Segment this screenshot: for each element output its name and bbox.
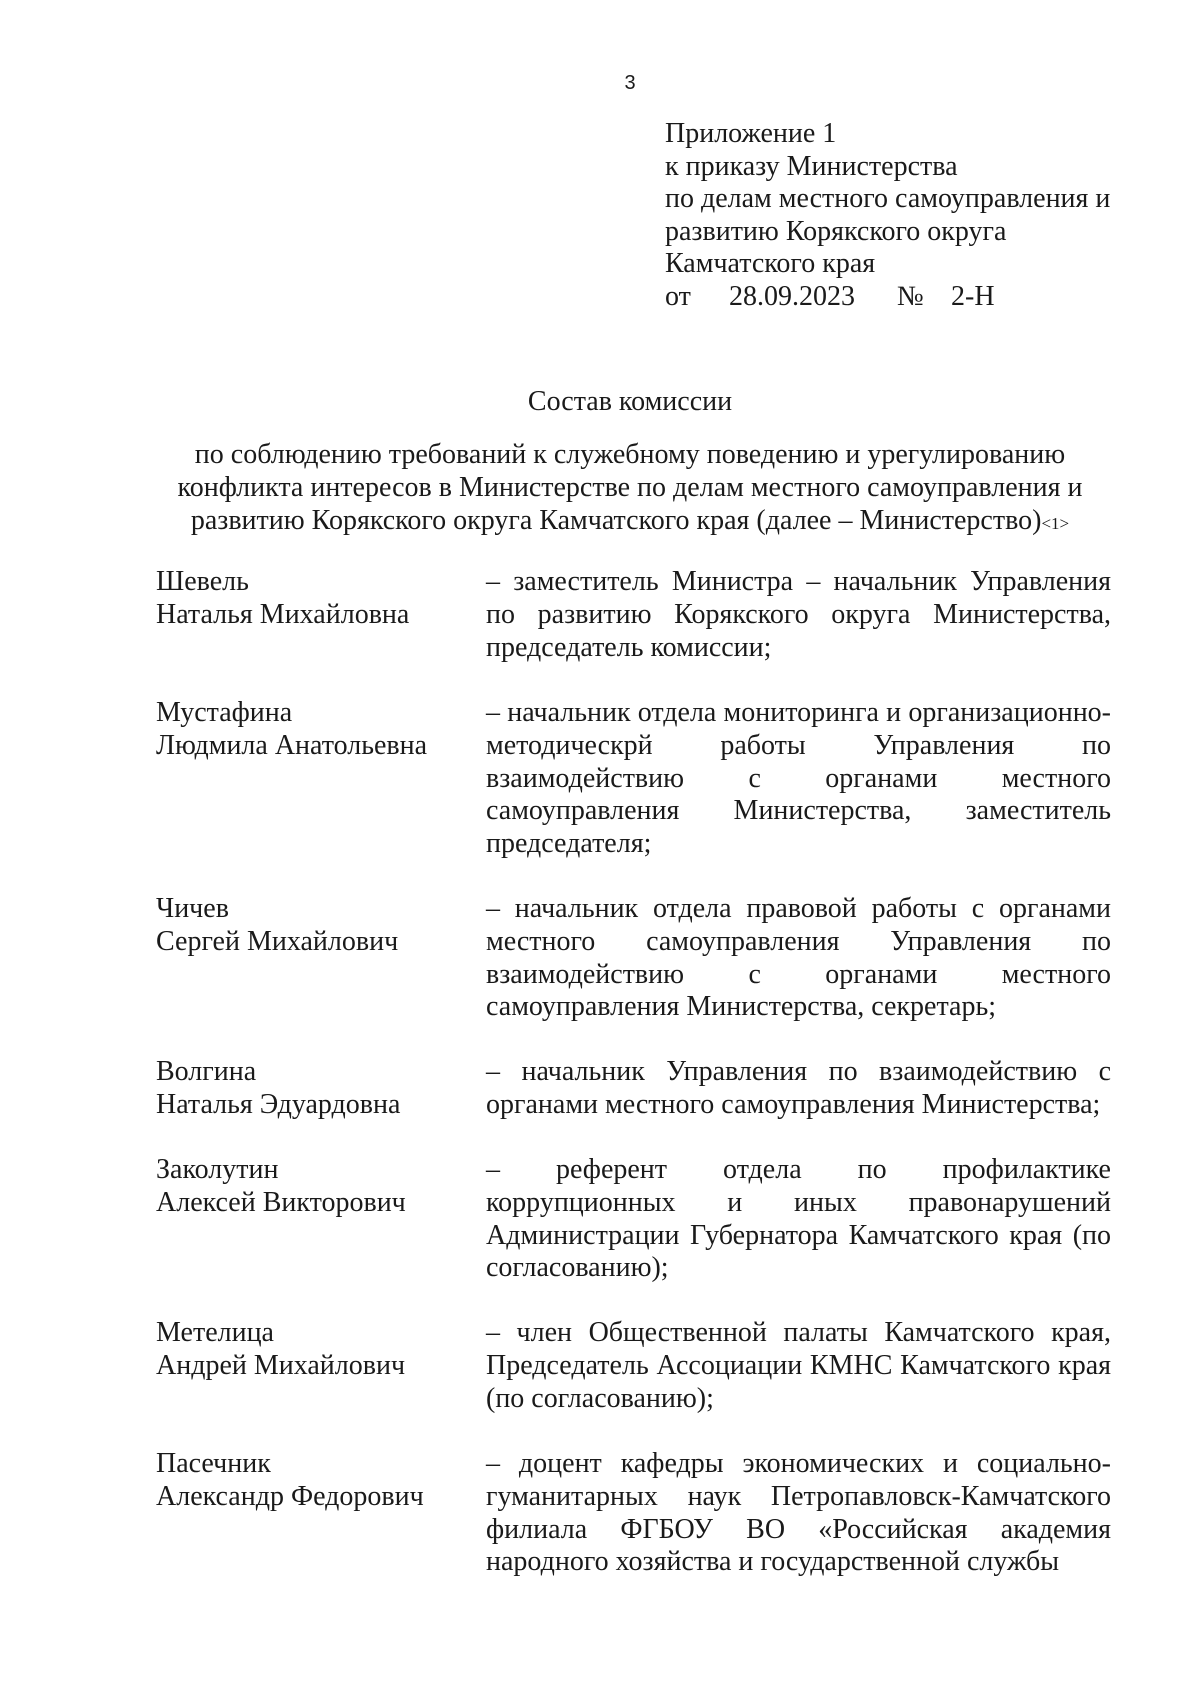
page-number: 3 [624,72,636,94]
member-name [156,1056,476,1122]
member-role: – заместитель Министра – начальник Управления по развитию Корякского округа Министерства, председатель комиссии; [486,566,1111,663]
member-surname: Мустафина [156,697,293,728]
appendix-header [665,118,1110,313]
member-role: – начальник отдела правовой работы с органами местного самоуправления Управления по взаимодействию с органами местного самоуправления Министерства, секретарь; [486,893,1111,1023]
member-name [156,566,476,632]
appendix-line: по делам местного самоуправления и [665,183,1111,214]
order-date: 28.09.2023 [729,280,855,312]
subtitle-text: по соблюдению требований к служебному поведению и урегулированию конфликта интересов в Министерстве по делам местного самоуправления и развитию Корякского округа Камчатского края (далее – Министерство) [177,439,1083,536]
member-surname: Заколутин [156,1154,279,1185]
appendix-line: Камчатского края [665,248,876,279]
member-given-names: Наталья Эдуардовна [156,1088,401,1120]
member-given-names: Наталья Михайловна [156,598,410,630]
member-role: – начальник отдела мониторинга и организационно-методическрй работы Управления по взаимодействию с органами местного самоуправления Министерства, заместитель председателя; [486,697,1111,860]
document-subtitle [150,438,1110,540]
member-given-names: Алексей Викторович [156,1186,406,1218]
member-name [156,697,476,763]
member-role: – доцент кафедры экономических и социально-гуманитарных наук Петропавловск-Камчатского филиала ФГБОУ ВО «Российская академия народного хозяйства и государственной службы [486,1448,1111,1578]
order-prefix: от [665,280,691,312]
member-given-names: Людмила Анатольевна [156,729,428,761]
appendix-line: к приказу Министерства [665,150,958,182]
order-number: 2-Н [951,280,995,312]
member-surname: Метелица [156,1317,274,1348]
member-role: – референт отдела по профилактике коррупционных и иных правонарушений Администрации Губернатора Камчатского края (по согласованию); [486,1154,1111,1284]
appendix-line: развитию Корякского округа [665,215,1007,247]
footnote-reference: <1> [1041,514,1070,533]
order-number-sign: № [897,280,924,312]
member-name [156,1154,476,1220]
member-role: – член Общественной палаты Камчатского края, Председатель Ассоциации КМНС Камчатского края (по согласованию); [486,1317,1111,1414]
member-name [156,893,476,959]
order-reference [665,281,1110,314]
member-name [156,1448,476,1514]
member-given-names: Андрей Михайлович [156,1349,406,1381]
appendix-title: Приложение 1 [665,118,837,149]
document-title: Состав комиссии [527,386,733,417]
member-name [156,1317,476,1383]
member-surname: Чичев [156,893,229,924]
member-given-names: Сергей Михайлович [156,925,399,957]
member-given-names: Александр Федорович [156,1480,424,1512]
member-role: – начальник Управления по взаимодействию с органами местного самоуправления Министерства; [486,1056,1111,1120]
member-surname: Пасечник [156,1448,271,1479]
member-surname: Волгина [156,1056,257,1087]
member-surname: Шевель [156,566,249,597]
